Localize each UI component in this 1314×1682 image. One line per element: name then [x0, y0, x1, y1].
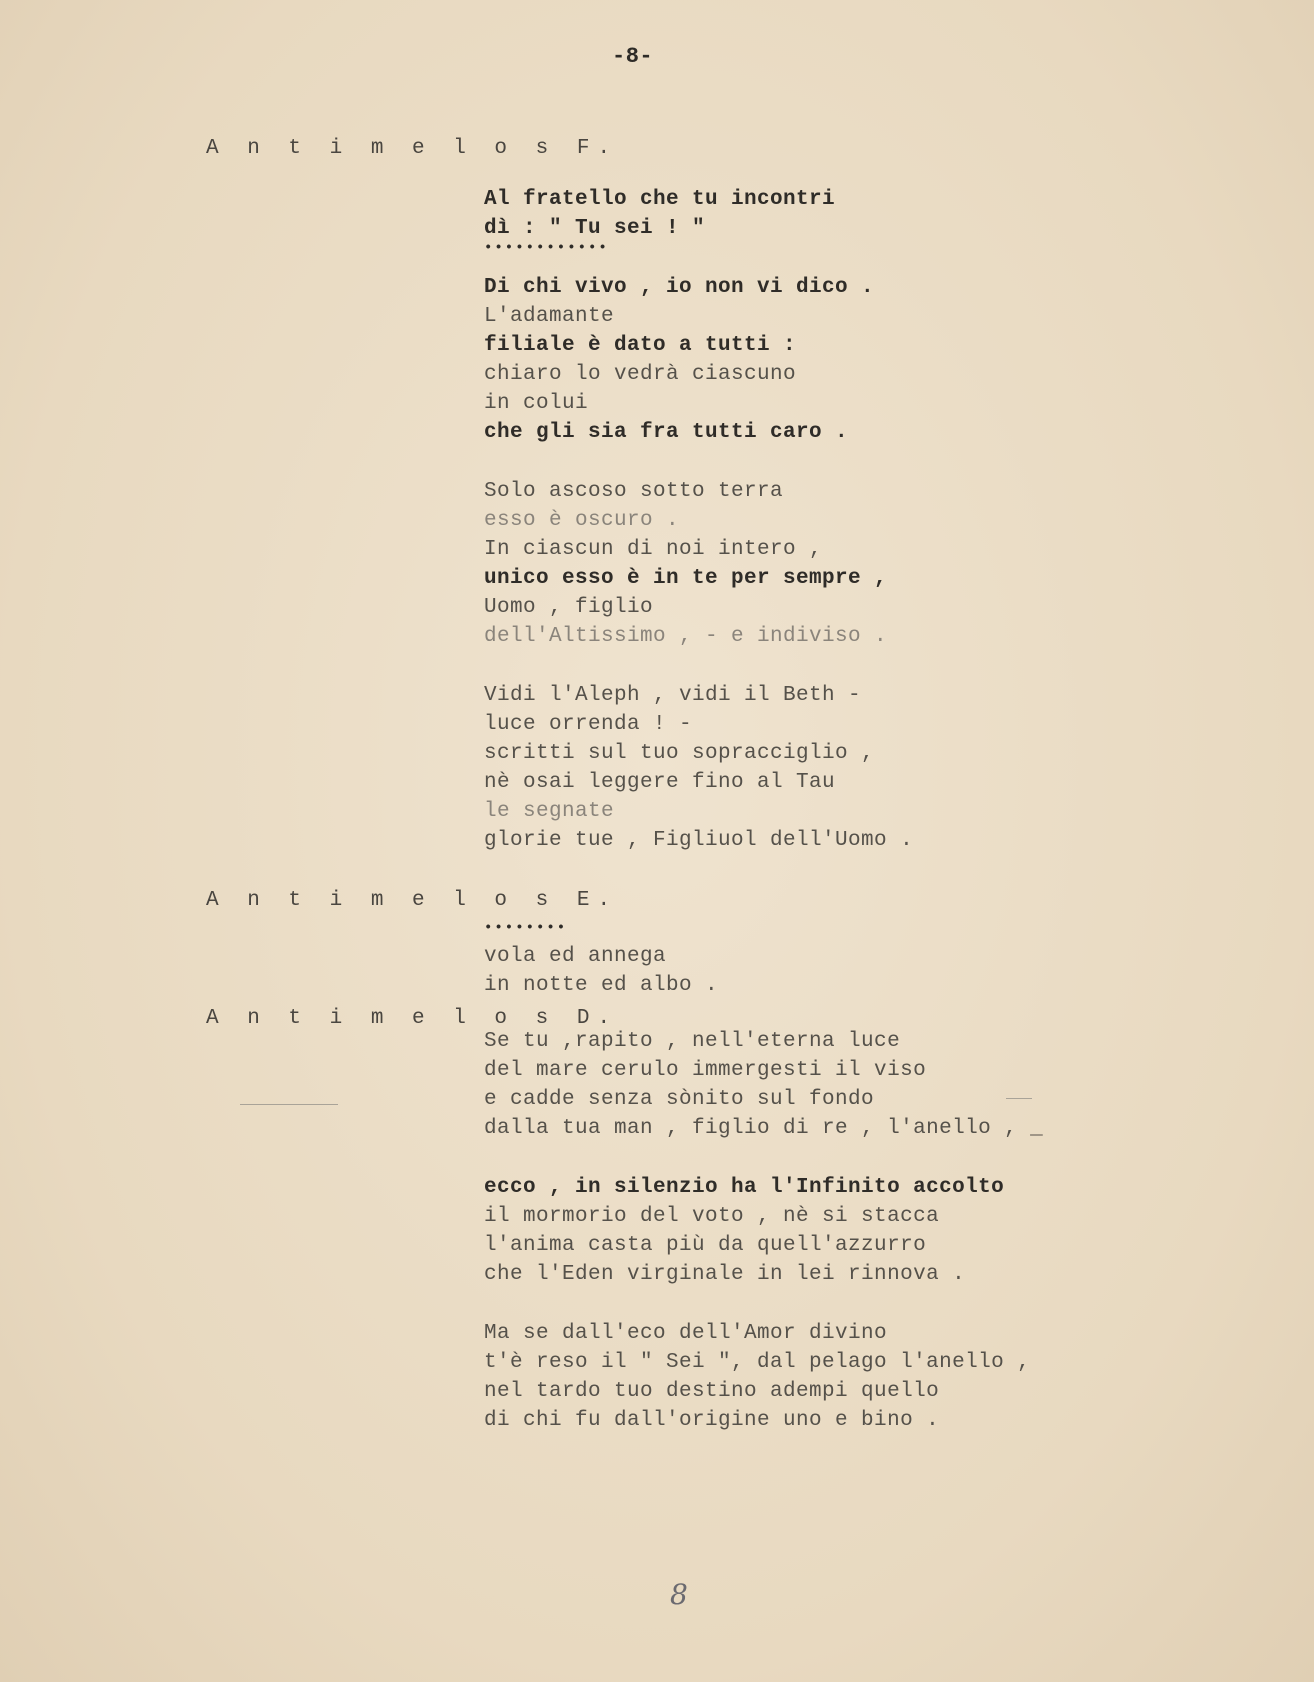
verse-line: filiale è dato a tutti :: [484, 334, 797, 357]
verse-line: il mormorio del voto , nè si stacca: [484, 1205, 940, 1228]
verse-line: del mare cerulo immergesti il viso: [484, 1059, 927, 1082]
verse-line: che gli sia fra tutti caro .: [484, 421, 849, 444]
verse-line: luce orrenda ! -: [484, 713, 693, 736]
verse-line: chiaro lo vedrà ciascuno: [484, 363, 797, 386]
verse-line: In ciascun di noi intero ,: [484, 538, 823, 561]
verse-line: ecco , in silenzio ha l'Infinito accolto: [484, 1176, 1005, 1199]
verse-line: vola ed annega: [484, 945, 667, 968]
verse-line: l'anima casta più da quell'azzurro: [484, 1234, 927, 1257]
handwritten-page-number: 8: [670, 1578, 688, 1611]
verse-line: dì : " Tu sei ! ": [484, 217, 706, 240]
verse-line: Se tu ,rapito , nell'eterna luce: [484, 1030, 901, 1053]
page-number: -8-: [612, 44, 654, 69]
verse-line: di chi fu dall'origine uno e bino .: [484, 1409, 940, 1432]
verse-line: t'è reso il " Sei ", dal pelago l'anello ,: [484, 1351, 1031, 1374]
verse-line: esso è oscuro .: [484, 509, 680, 532]
verse-line: Ma se dall'eco dell'Amor divino: [484, 1322, 888, 1345]
verse-line: dell'Altissimo , - e indiviso .: [484, 625, 888, 648]
verse-line: ••••••••••••: [484, 240, 609, 256]
section-label-antimelos-f: A n t i m e l o s F.: [206, 137, 619, 160]
verse-line: Di chi vivo , io non vi dico .: [484, 276, 875, 299]
section-label-antimelos-d: A n t i m e l o s D.: [206, 1007, 619, 1030]
verse-line: Al fratello che tu incontri: [484, 188, 836, 211]
margin-rule: [240, 1104, 338, 1105]
verse-line: le segnate: [484, 800, 615, 823]
verse-line: unico esso è in te per sempre ,: [484, 567, 888, 590]
verse-line: nel tardo tuo destino adempi quello: [484, 1380, 940, 1403]
section-label-antimelos-e: A n t i m e l o s E.: [206, 889, 619, 912]
verse-line: in colui: [484, 392, 589, 415]
verse-line: scritti sul tuo sopracciglio ,: [484, 742, 875, 765]
verse-line: Uomo , figlio: [484, 596, 654, 619]
verse-line: L'adamante: [484, 305, 615, 328]
verse-line: glorie tue , Figliuol dell'Uomo .: [484, 829, 914, 852]
verse-line: in notte ed albo .: [484, 974, 719, 997]
verse-line: dalla tua man , figlio di re , l'anello , _: [484, 1117, 1044, 1140]
verse-line: nè osai leggere fino al Tau: [484, 771, 836, 794]
verse-line: e cadde senza sònito sul fondo: [484, 1088, 875, 1111]
verse-line: che l'Eden virginale in lei rinnova .: [484, 1263, 966, 1286]
verse-line: ••••••••: [484, 920, 568, 936]
verse-line: Vidi l'Aleph , vidi il Beth -: [484, 684, 862, 707]
margin-rule: [1006, 1098, 1032, 1099]
verse-line: Solo ascoso sotto terra: [484, 480, 784, 503]
